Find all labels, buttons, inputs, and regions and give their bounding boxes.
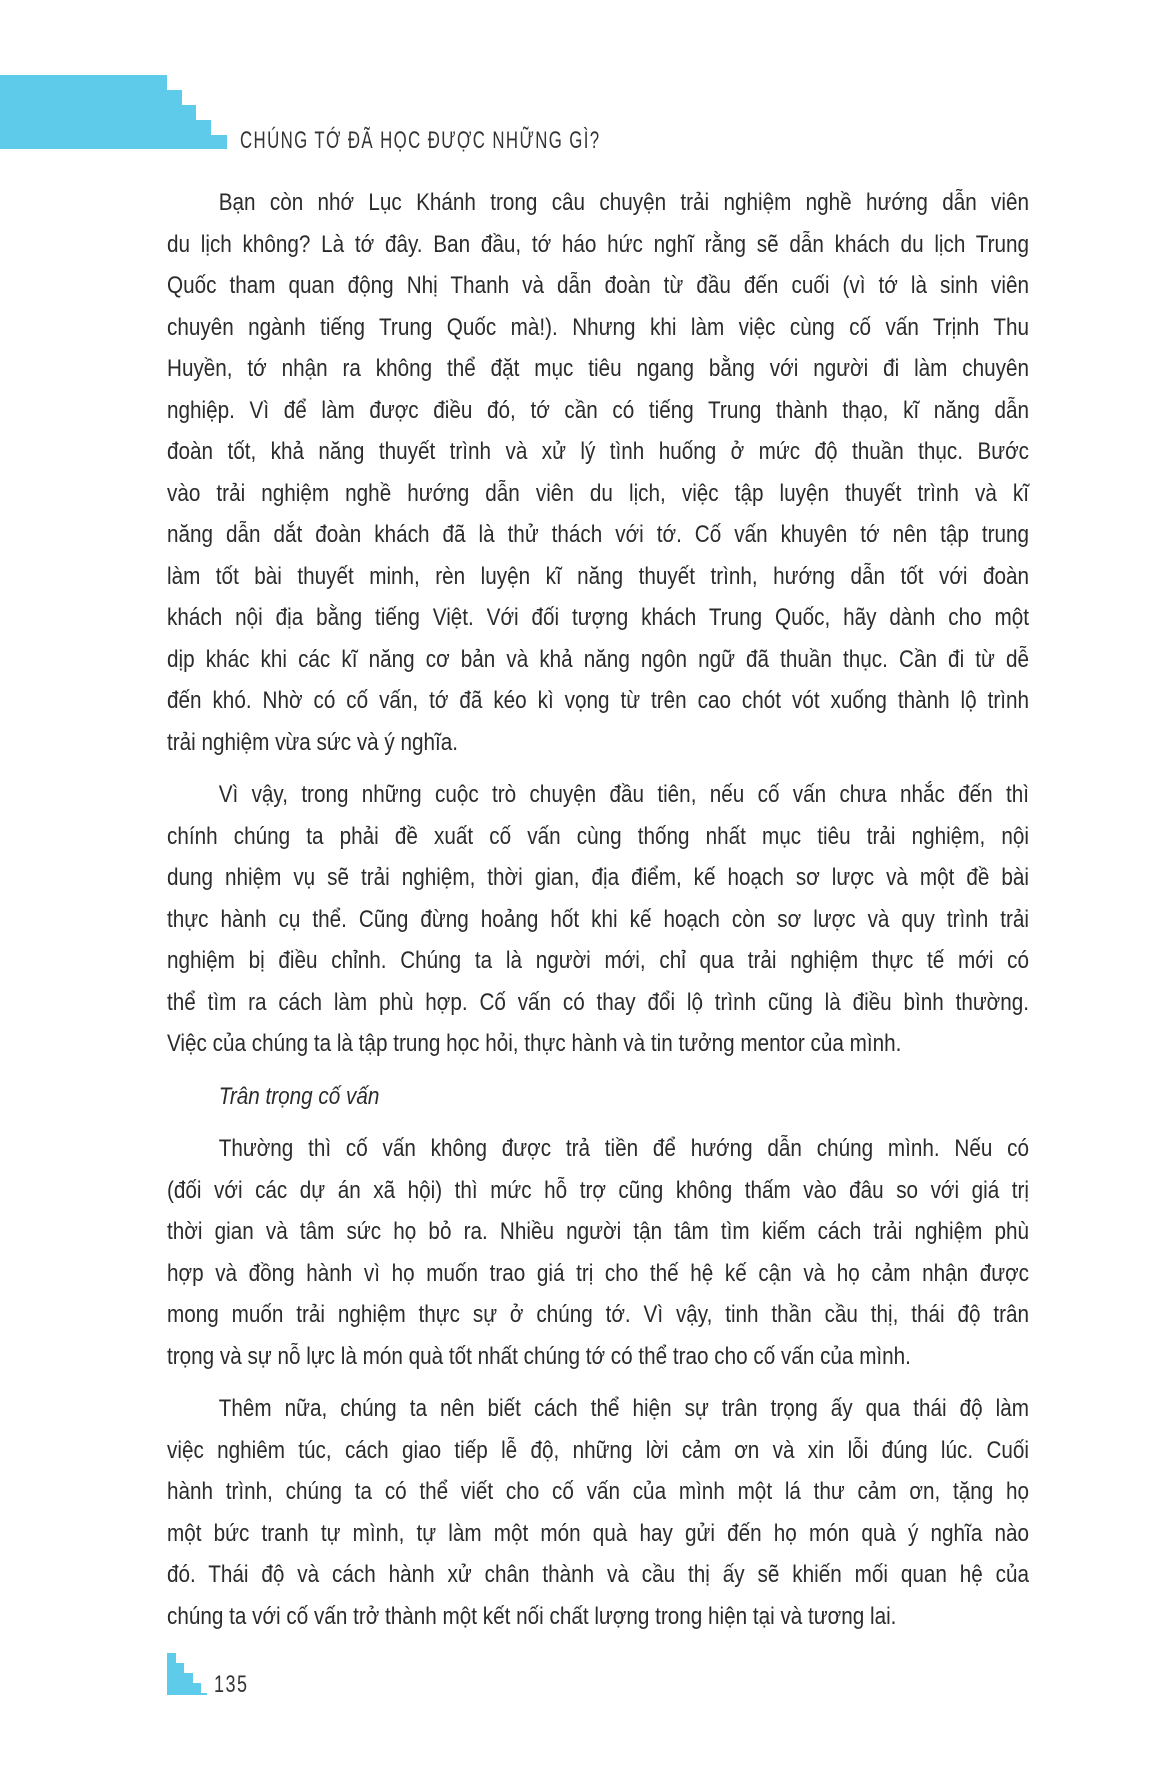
text-line: dung nhiệm vụ sẽ trải nghiệm, thời gian, địa điểm, kế hoạch sơ lược và một đề bài xyxy=(167,864,1029,891)
text-line: Huyền, tớ nhận ra không thể đặt mục tiêu ngang bằng với người đi làm chuyên xyxy=(167,355,1029,382)
page-number: 135 xyxy=(214,1671,249,1698)
text-line: dịp khác khi các kĩ năng cơ bản và khả năng ngôn ngữ đã thuần thục. Cần đi từ dễ xyxy=(167,645,1029,673)
body-text xyxy=(167,182,1029,1648)
text-line: đó. Thái độ và cách hành xử chân thành và cầu thị ấy sẽ khiến mối quan hệ của xyxy=(167,1561,1029,1588)
text-line: thời gian và tâm sức họ bỏ ra. Nhiều người tận tâm tìm kiếm cách trải nghiệm phù xyxy=(167,1218,1029,1245)
text-line: chuyên ngành tiếng Trung Quốc mà!). Nhưng khi làm việc cùng cố vấn Trịnh Thu xyxy=(167,313,1029,341)
text-line: chính chúng ta phải đề xuất cố vấn cùng thống nhất mục tiêu trải nghiệm, nội xyxy=(167,822,1029,850)
paragraph xyxy=(167,182,1029,763)
paragraph xyxy=(167,1388,1029,1637)
text-line: Việc của chúng ta là tập trung học hỏi, thực hành và tin tưởng mentor của mình. xyxy=(167,1030,902,1057)
text-line: đoàn tốt, khả năng thuyết trình và xử lý tình huống ở mức độ thuần thục. Bước xyxy=(167,438,1029,465)
text-line: làm tốt bài thuyết minh, rèn luyện kĩ năng thuyết trình, hướng dẫn tốt với đoàn xyxy=(167,562,1029,590)
text-line: thể tìm ra cách làm phù hợp. Cố vấn có thay đổi lộ trình cũng là điều bình thường. xyxy=(167,988,1029,1016)
text-line: trải nghiệm vừa sức và ý nghĩa. xyxy=(167,728,459,756)
text-line: vào trải nghiệm nghề hướng dẫn viên du lịch, việc tập luyện thuyết trình và kĩ xyxy=(167,479,1029,507)
paragraph xyxy=(167,774,1029,1065)
text-line: khách nội địa bằng tiếng Việt. Với đối tượng khách Trung Quốc, hãy dành cho một xyxy=(167,604,1029,631)
paragraph xyxy=(167,1128,1029,1377)
text-line: Bạn còn nhớ Lục Khánh trong câu chuyện trải nghiệm nghề hướng dẫn viên xyxy=(218,189,1030,216)
text-line: thực hành cụ thể. Cũng đừng hoảng hốt khi kế hoạch còn sơ lược và quy trình trải xyxy=(167,905,1029,933)
text-line: hợp và đồng hành vì họ muốn trao giá trị cho thế hệ kế cận và họ cảm nhận được xyxy=(167,1259,1029,1287)
text-line: Vì vậy, trong những cuộc trò chuyện đầu tiên, nếu cố vấn chưa nhắc đến thì xyxy=(218,781,1030,808)
text-line: việc nghiêm túc, cách giao tiếp lễ độ, những lời cảm ơn và xin lỗi đúng lúc. Cuối xyxy=(167,1436,1029,1464)
text-line: hành trình, chúng ta có thể viết cho cố vấn của mình một lá thư cảm ơn, tặng họ xyxy=(167,1478,1029,1505)
text-line: mong muốn trải nghiệm thực sự ở chúng tớ. Vì vậy, tinh thần cầu thị, thái độ trân xyxy=(167,1301,1029,1328)
text-line: một bức tranh tự mình, tự làm một món quà hay gửi đến họ món quà ý nghĩa nào xyxy=(167,1519,1029,1547)
text-line: Thường thì cố vấn không được trả tiền để hướng dẫn chúng mình. Nếu có xyxy=(218,1135,1030,1162)
section-heading-text: Trân trọng cố vấn xyxy=(218,1082,380,1110)
text-line: năng dẫn dắt đoàn khách đã là thử thách với tớ. Cố vấn khuyên tớ nên tập trung xyxy=(167,521,1029,548)
footer-staircase-icon xyxy=(0,0,220,1773)
text-line: du lịch không? Là tớ đây. Ban đầu, tớ háo hức nghĩ rằng sẽ dẫn khách du lịch Trung xyxy=(167,230,1029,258)
text-line: trọng và sự nỗ lực là món quà tốt nhất chúng tớ có thể trao cho cố vấn của mình. xyxy=(167,1342,911,1370)
text-line: đến khó. Nhờ có cố vấn, tớ đã kéo kì vọng từ trên cao chót vót xuống thành lộ trình xyxy=(167,687,1029,714)
section-heading xyxy=(167,1076,1029,1118)
text-line: (đối với các dự án xã hội) thì mức hỗ trợ cũng không thấm vào đâu so với giá trị xyxy=(167,1176,1029,1204)
chapter-header-title: CHÚNG TỚ ĐÃ HỌC ĐƯỢC NHỮNG GÌ? xyxy=(240,127,601,154)
text-line: nghiệp. Vì để làm được điều đó, tớ cần có tiếng Trung thành thạo, kĩ năng dẫn xyxy=(167,396,1029,424)
text-line: Thêm nữa, chúng ta nên biết cách thể hiện sự trân trọng ấy qua thái độ làm xyxy=(218,1395,1030,1422)
text-line: nghiệm bị điều chỉnh. Chúng ta là người mới, chỉ qua trải nghiệm thực tế mới có xyxy=(167,947,1029,974)
text-line: Quốc tham quan động Nhị Thanh và dẫn đoàn từ đầu đến cuối (vì tớ là sinh viên xyxy=(167,272,1029,299)
text-line: chúng ta với cố vấn trở thành một kết nối chất lượng trong hiện tại và tương lai. xyxy=(167,1602,897,1630)
